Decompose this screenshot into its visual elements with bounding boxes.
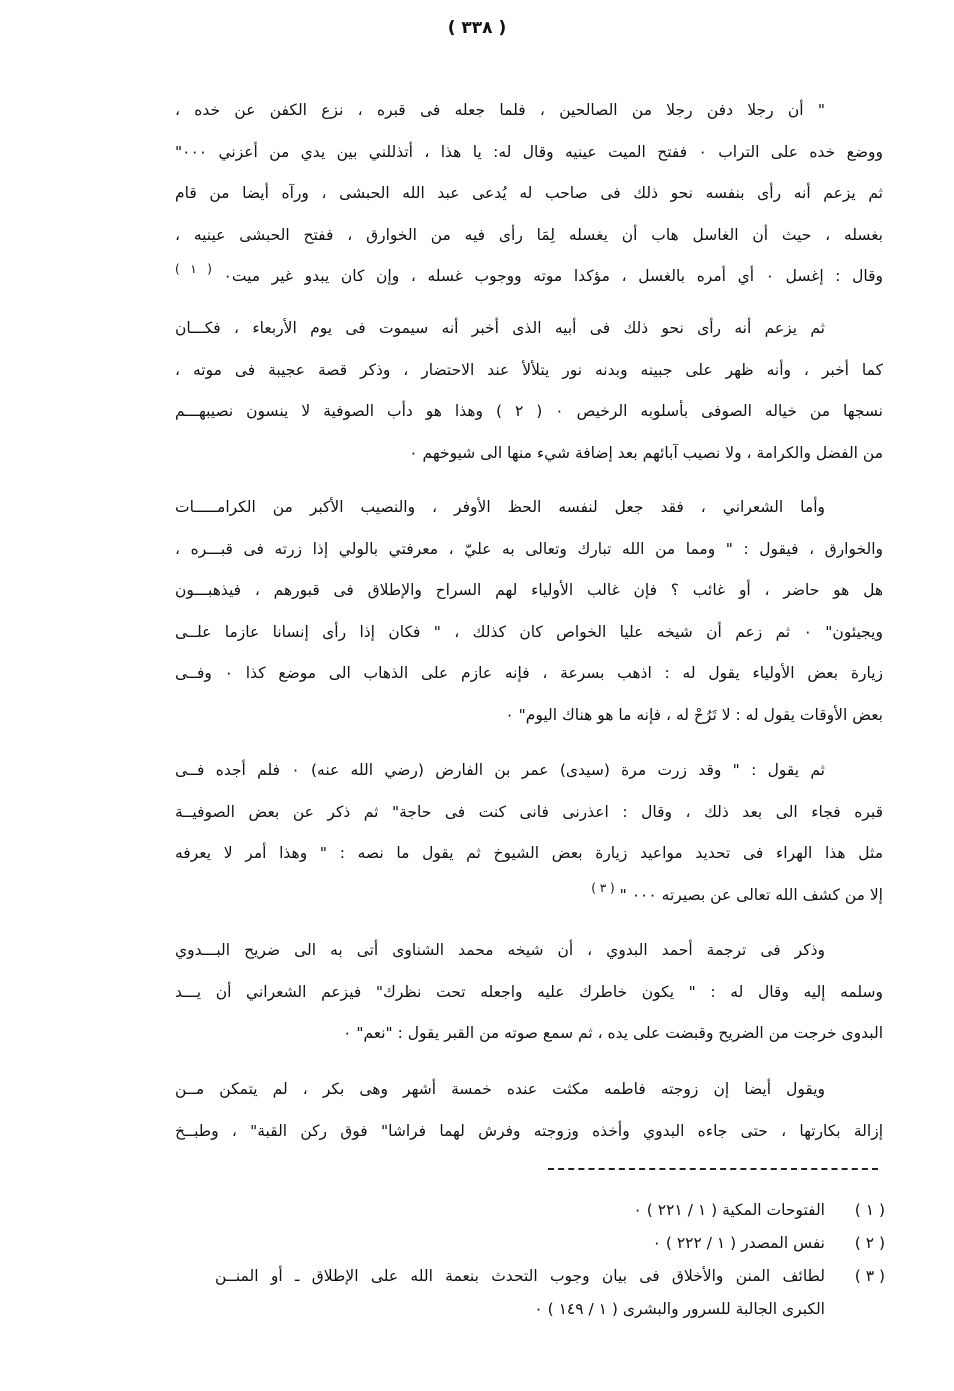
- text-line: ويجيئون" ٠ ثم زعم أن شيخه عليا الخواص كان كذلك ، " فكان إذا رأى إنسانا عازما علــى: [175, 622, 883, 641]
- text-line: كما أخبر ، وأنه ظهر على جبينه وبدنه نور يتلألأ عند الاحتضار ، وذكر قصة عجيبة فى موته ،: [175, 360, 883, 379]
- text-line: بعض الأوقات يقول له : لا تَرُحْ له ، فإنه ما هو هناك اليوم" ٠: [505, 705, 883, 724]
- text-line: البدوى خرجت من الضريح وقبضت على يده ، ثم سمع صوته من القبر يقول : "نعم" ٠: [343, 1024, 883, 1042]
- text-line: [175, 256, 883, 298]
- paragraph-1: [175, 90, 883, 298]
- page-number: ( ٣٣٨ ): [447, 18, 507, 38]
- footnote-item: [215, 1260, 885, 1293]
- footnote-text: نفس المصدر ( ١ / ٢٢٢ ) ٠: [652, 1234, 825, 1252]
- footnote-item: [215, 1194, 885, 1227]
- paragraph-6: [175, 1069, 883, 1152]
- text-line: قبره فجاء الى بعد ذلك ، وقال : اعذرنى فانى كنت فى حاجة" ثم ذكر عن بعض الصوفيــة: [175, 802, 883, 821]
- footnote-reference: ( ٣ ): [591, 880, 615, 895]
- text-line: زيارة بعض الأولياء يقول له : اذهب بسرعة ، فإنه عازم على الذهاب الى موضع كذا ٠ وفــى: [175, 664, 883, 682]
- text-line: " أن رجلا دفن رجلا من الصالحين ، فلما جعله فى قبره ، نزع الكفن عن خده ،: [175, 101, 825, 119]
- text-line: ثم يزعم أنه رأى نحو ذلك فى أبيه الذى أخبر أنه سيموت فى يوم الأربعاء ، فكـــان: [175, 319, 825, 337]
- text-line: هل هو حاضر ، أو غائب ؟ فإن غالب الأولياء لهم السراح والإطلاق فى قبورهم ، فيذهبـــون: [175, 581, 883, 599]
- paragraph-2: [175, 308, 883, 474]
- footnote-reference: ( ١ ): [175, 262, 212, 276]
- paragraph-5: [175, 930, 883, 1055]
- text-line: مثل هذا الهراء فى تحديد مواعيد زيارة بعض الشيوخ ثم يقول ما نصه : " وهذا أمر لا يعرفه: [175, 844, 883, 862]
- footnote-number: ( ٢ ): [854, 1234, 885, 1252]
- text-line: ثم يزعم أنه رأى بنفسه نحو ذلك فى صاحب له يُدعى عبد الله الحبشى ، ورآه أيضا من قام: [175, 184, 883, 202]
- text-line-content: إلا من كشف الله تعالى عن بصيرته ٠٠٠ ": [619, 885, 883, 904]
- text-line: ووضع خده على التراب ٠ ففتح الميت عينيه وقال له: يا هذا ، أتذللني بين يدي من أعزني ٠٠٠": [175, 142, 883, 161]
- text-line: والخوارق ، فيقول : " ومما من الله تبارك وتعالى به عليّ ، معرفتي بالولي إذا زرته فى قبـــره ،: [175, 539, 883, 558]
- footnote-number: ( ١ ): [854, 1201, 885, 1219]
- footnotes: [215, 1194, 885, 1326]
- text-line: وأما الشعراني ، فقد جعل لنفسه الحظ الأوفر ، والنصيب الأكبر من الكرامـــــات: [175, 498, 825, 516]
- text-line: ويقول أيضا إن زوجته فاطمه مكثت عنده خمسة أشهر وهى بكر ، لم يتمكن مــن: [175, 1080, 825, 1098]
- footnote-number: ( ٣ ): [854, 1267, 885, 1285]
- text-line: إزالة بكارتها ، حتى جاءه البدوي وأخذه وزوجته وفرش لهما فراشا" فوق ركن القبة" ، وطبــخ: [175, 1121, 883, 1140]
- text-line: ثم يقول : " وقد زرت مرة (سيدى) عمر بن الفارض (رضي الله عنه) ٠ فلم أجده فــى: [175, 761, 825, 779]
- footnote-separator: [548, 1168, 878, 1170]
- paragraph-3: [175, 487, 883, 736]
- footnote-item: [215, 1227, 885, 1260]
- text-line: [175, 875, 883, 917]
- footnote-text: الفتوحات المكية ( ١ / ٢٢١ ) ٠: [633, 1201, 825, 1219]
- text-line: وسلمه إليه وقال له : " يكون خاطرك عليه واجعله تحت نظرك" فيزعم الشعراني أن يـــد: [175, 982, 883, 1001]
- text-line: نسجها من خياله الصوفى بأسلوبه الرخيص ٠ ( ٢ ) وهذا هو دأب الصوفية لا ينسون نصيبهـــم: [175, 402, 883, 420]
- text-line-content: وقال : إغسل ٠ أي أمره بالغسل ، مؤكدا موته ووجوب غسله ، وإن كان يبدو غير ميت٠: [223, 267, 884, 285]
- text-line: وذكر فى ترجمة أحمد البدوي ، أن شيخه محمد الشناوى أتى به الى ضريح البـــدوي: [175, 941, 825, 959]
- text-line: من الفضل والكرامة ، ولا نصيب آبائهم بعد إضافة شيء منها الى شيوخهم ٠: [409, 443, 883, 462]
- text-line: بغسله ، حيث أن الغاسل هاب أن يغسله لِمَا رأى فيه من الخوارق ، ففتح الحبشى عينيه ،: [175, 225, 883, 244]
- footnote-text-continuation: الكبرى الجالبة للسرور والبشرى ( ١ / ١٤٩ ) ٠: [534, 1300, 825, 1318]
- paragraph-4: [175, 750, 883, 916]
- footnote-text: لطائف المنن والأخلاق فى بيان وجوب التحدث بنعمة الله على الإطلاق ـ أو المنــن: [215, 1267, 825, 1285]
